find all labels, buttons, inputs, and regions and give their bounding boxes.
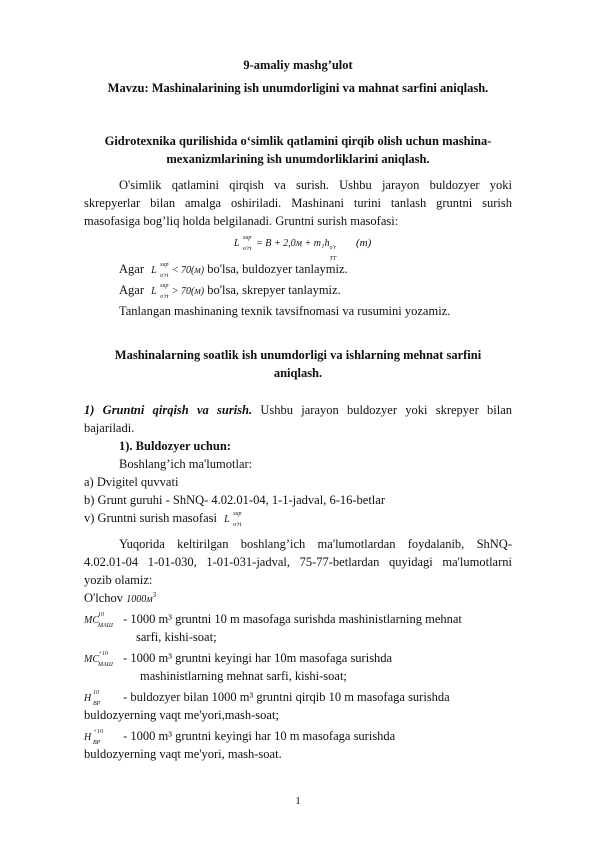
def-h10plus-cont: buldozyerning vaqt me'yori, mash-soat. <box>84 747 282 761</box>
mc10-symbol: MC 10 MAШ <box>84 612 113 629</box>
condition2-suffix: bo'lsa, skrepyer tanlaymiz. <box>207 283 341 297</box>
item-v-text: v) Gruntni surish masofasi <box>84 511 217 525</box>
condition1-suffix: bo'lsa, buldozyer tanlaymiz. <box>207 262 348 276</box>
def-h10-cont: buldozyerning vaqt me'yori,mash-soat; <box>84 708 279 722</box>
def-mc10plus <box>84 651 512 667</box>
formula-lhs: L sup o'rt <box>234 235 252 252</box>
h10plus-text: - 1000 m³ gruntni keyingi har 10 m masofaga surishda <box>123 729 396 743</box>
mc10-text: - 1000 m³ gruntni 10 m masofaga surishda mashinistlarning mehnat <box>123 612 462 626</box>
topic-title: Mavzu: Mashinalarining ish unumdorligini va mahnat sarfini aniqlash. <box>107 81 489 95</box>
section2-title-line1: Mashinalarning soatlik ish unumdorligi va ishlarning mehnat sarfini <box>114 348 482 362</box>
bulldozer-subheading: 1). Buldozyer uchun: <box>119 439 231 453</box>
item-v-symbol: L sup o'rt <box>224 511 242 528</box>
item-b: b) Grunt guruhi - ShNQ- 4.02.01-04, 1-1-jadval, 6-16-betlar <box>84 493 385 507</box>
page-number: 1 <box>295 795 301 807</box>
section2-title-line2: aniqlash. <box>273 366 323 380</box>
def-h10 <box>84 690 512 706</box>
condition1-symbol: L sup o'rt <box>151 262 169 279</box>
condition-bulldozer <box>119 262 348 278</box>
formula-rhs: = B + 2,0м + m₁h <box>256 238 330 249</box>
mc10plus-text: - 1000 m³ gruntni keyingi har 10m masofaga surishda <box>123 651 393 665</box>
unit-label: O'lchov <box>84 591 124 605</box>
paragraph2-line3: yozib olamiz: <box>84 573 153 587</box>
unit-value: 1000м <box>126 594 153 605</box>
condition-note: Tanlangan mashinaning texnik tavsifnomasi va rusumini yozamiz. <box>119 304 451 318</box>
paragraph1-line1 <box>84 403 512 418</box>
unit-line <box>84 591 512 607</box>
def-mc10 <box>84 612 512 628</box>
condition2-symbol: L sup o'rt <box>151 283 169 300</box>
initial-data-label: Boshlang’ich ma'lumotlar: <box>119 457 253 471</box>
intro-line1: O'simlik qatlamini qirqish va surish. Ushbu jarayon buldozyer yoki <box>119 178 512 192</box>
paragraph1-bold: 1) Gruntni qirqish va surish. <box>84 403 253 417</box>
section1-title-line2: mexanizmlarining ish unumdorliklarini aniqlash. <box>166 152 430 166</box>
h10plus-symbol: H +10 BP <box>84 729 104 746</box>
paragraph1-line2: bajariladi. <box>84 421 135 435</box>
unit-exponent: 3 <box>152 590 157 599</box>
condition2-prefix: Agar <box>119 283 144 297</box>
paragraph2-line2: 4.02.01-04 1-01-030, 1-01-031-jadval, 75-77-betlardan quyidagi ma'lumotlarni <box>84 555 512 569</box>
section1-title-line1: Gidrotexnika qurilishida o‘simlik qatlamini qirqib olish uchun mashina- <box>104 134 492 148</box>
intro-line2: skrepyerlar bilan amalga oshiriladi. Mashinani turini tanlash gruntni surish <box>84 196 512 210</box>
paragraph2-line1: Yuqorida keltirilgan boshlang’ich ma'lumotlardan foydalanib, ShNQ- <box>119 537 512 551</box>
surish-formula: L sup o'rt = B + 2,0м + m₁h o'r TT (m) <box>234 235 372 262</box>
def-mc10-cont: sarfi, kishi-soat; <box>136 630 217 644</box>
condition2-expr: > 70(м) <box>171 286 205 297</box>
item-a: a) Dvigitel quvvati <box>84 475 179 489</box>
def-mc10plus-cont: mashinistlarning mehnat sarfi, kishi-soat; <box>140 669 347 683</box>
h10-symbol: H 10 BP <box>84 690 101 707</box>
condition-scraper <box>119 283 341 299</box>
def-h10plus <box>84 729 512 745</box>
page-heading: 9-amaliy mashg’ulot <box>243 58 353 72</box>
mc10plus-symbol: MC +10 MAШ <box>84 651 113 668</box>
item-v <box>84 511 512 527</box>
h10-text: - buldozyer bilan 1000 m³ gruntni qirqib 10 m masofaga surishda <box>123 690 450 704</box>
intro-line3: masofasiga bog’liq holda belgilanadi. Gruntni surish masofasi: <box>84 214 399 228</box>
condition1-expr: < 70(м) <box>171 265 205 276</box>
formula-unit: (m) <box>356 237 372 249</box>
paragraph1-rest: Ushbu jarayon buldozyer yoki skrepyer bilan <box>260 403 512 417</box>
condition1-prefix: Agar <box>119 262 144 276</box>
